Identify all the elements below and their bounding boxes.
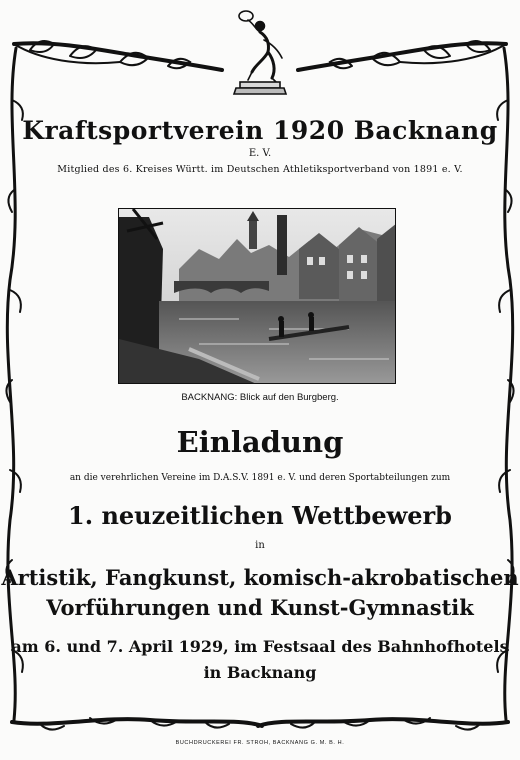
bottom-left-flourish [12,719,262,726]
connector-word: in [255,540,265,551]
printer-imprint: BUCHDRUCKEREI FR. STROH, BACKNANG G. M. B. H. [175,740,345,746]
event-title: 1. neuzeitlichen Wettbewerb [68,501,452,530]
legal-form-label: E. V. [248,148,272,159]
disciplines-line-1: Artistik, Fangkunst, komisch-akrobatischen [1,565,519,590]
date-venue-line: am 6. und 7. April 1929, im Festsaal des Bahnhofhotels [11,637,509,656]
photo-caption: BACKNANG: Blick auf den Burgberg. [181,392,339,403]
discus-thrower-emblem [226,6,294,98]
bottom-right-flourish [258,719,508,726]
invitation-heading: Einladung [176,425,344,459]
disciplines-line-2: Vorführungen und Kunst-Gymnastik [46,595,474,620]
club-title: Kraftsportverein 1920 Backnang [22,116,498,145]
membership-line: Mitglied des 6. Kreises Württ. im Deutschen Athletiksportverband von 1891 e. V. [57,164,463,175]
town-river-illustration [119,209,396,384]
town-line: in Backnang [203,663,317,682]
addressees-line: an die verehrlichen Vereine im D.A.S.V. 1891 e. V. und deren Sportabteilungen zum [69,473,451,483]
backnang-photo [118,208,396,384]
